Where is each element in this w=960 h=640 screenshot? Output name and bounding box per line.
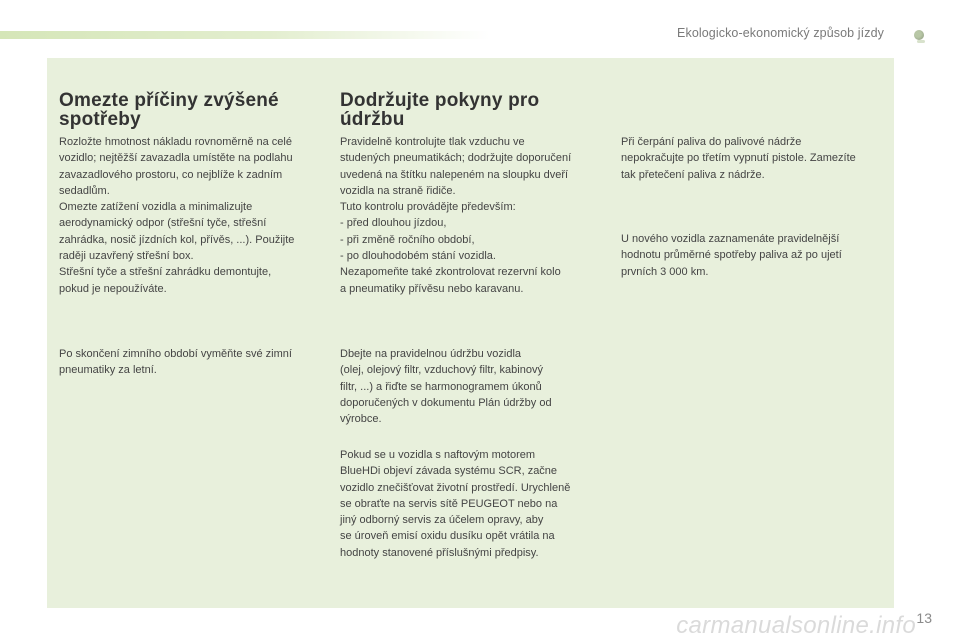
chapter-title: Ekologicko-ekonomický způsob jízdy — [677, 26, 884, 40]
page-number: 13 — [916, 610, 932, 626]
section-heading-maintenance: Dodržujte pokyny pro údržbu — [340, 90, 540, 130]
paragraph-tyre-pressure: Pravidelně kontrolujte tlak vzduchu ve studených pneumatikách; dodržujte doporučení uvedená na štítku nalepeném na sloupku dveří vozidla na straně řidiče. Tuto kontrolu provádějte především: - před dlouhou jízdou, - při změně ročního období, - po dlouhodobém stání vozidla. Nezapomeňte také zkontrolovat rezervní kolo a pneumatiky přívěsu nebo karavanu. — [340, 136, 572, 295]
watermark: carmanualsonline.info — [676, 612, 916, 639]
header-accent-bar — [0, 31, 490, 39]
paragraph-regular-maintenance: Dbejte na pravidelnou údržbu vozidla (olej, olejový filtr, vzduchový filtr, kabinový filtr, ...) a řiďte se harmonogramem úkonů doporučených v dokumentu Plán údržby od výrobce. — [340, 348, 552, 426]
paragraph-refuelling: Při čerpání paliva do palivové nádrže nepokračujte po třetím vypnutí pistole. Zamezíte tak přetečení paliva z nádrže. — [621, 136, 856, 181]
section-heading-reduce-consumption: Omezte příčiny zvýšené spotřeby — [59, 90, 279, 130]
paragraph-new-vehicle: U nového vozidla zaznamenáte pravidelnější hodnotu průměrné spotřeby paliva až po ujetí prvních 3 000 km. — [621, 233, 842, 278]
paragraph-scr-fault: Pokud se u vozidla s naftovým motorem BlueHDi objeví závada systému SCR, začne vozidlo znečišťovat životní prostředí. Urychleně se obraťte na servis sítě PEUGEOT nebo na jiný odborný servis za účelem opravy, aby se úroveň emisí oxidu dusíku opět vrátila na hodnoty stanovené příslušnými předpisy. — [340, 449, 571, 559]
paragraph-winter-tyres: Po skončení zimního období vyměňte své zimní pneumatiky za letní. — [59, 348, 292, 377]
paragraph-load-distribution: Rozložte hmotnost nákladu rovnoměrně na celé vozidlo; nejtěžší zavazadla umístěte na podlahu zavazadlového prostoru, co nejblíže k zadním sedadlům. Omezte zatížení vozidla a minimalizujte aerodynamický odpor (střešní tyče, střešní zahrádka, nosič jízdních kol, přívěs, ...). Použijte raději uzavřený střešní box. Střešní tyče a střešní zahrádku demontujte, pokud je nepoužíváte. — [59, 136, 295, 295]
chapter-marker-icon — [914, 30, 924, 40]
